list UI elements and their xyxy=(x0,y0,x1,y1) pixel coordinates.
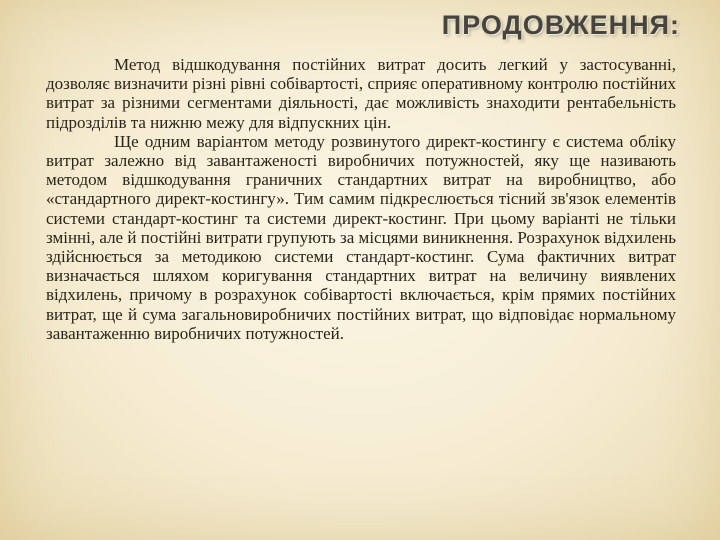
paragraph-2: Ще одним варіантом методу розвинутого директ-костингу є система обліку витрат залежно від завантаженості виробничих потужностей, яку ще називають методом відшкодування граничних стандартних витрат на виробництво, або «стандартного директ-костингу». Тим самим підкреслюється тісний зв'язок елементів системи стандарт-костинг та системи директ-костинг. При цьому варіанті не тільки змінні, але й постійні витрати групують за місцями виникнення. Розрахунок відхилень здійснюється за методикою системи стандарт-костинг. Сума фактичних витрат визначається шляхом коригування стандартних витрат на величину виявлених відхилень, причому в розрахунок собівартості включається, крім прямих постійних витрат, ще й сума загальновиробничих постійних витрат, що відповідає нормальному завантаженню виробничих потужностей. xyxy=(46,131,676,343)
paragraph-1: Метод відшкодування постійних витрат досить легкий у застосуванні, дозволяє визначити різні рівні собівартості, сприяє оперативному контролю постійних витрат за різними сегментами діяльності, дає можливість знаходити рентабельність підрозділів та нижню межу для відпускних цін. xyxy=(46,55,676,132)
slide-title: ПРОДОВЖЕННЯ: xyxy=(441,10,680,40)
slide-body xyxy=(46,55,676,343)
